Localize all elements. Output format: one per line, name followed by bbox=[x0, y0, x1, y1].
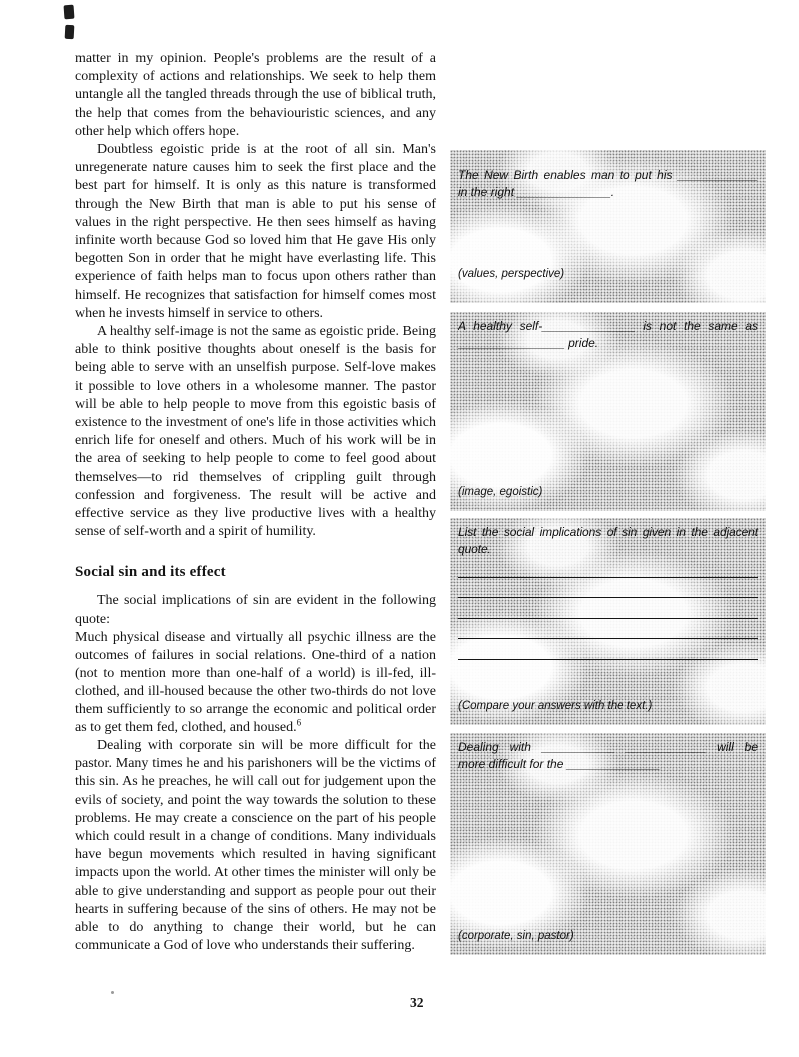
prompt-line: more difficult for the ______________ bbox=[458, 756, 661, 771]
page-number: 32 bbox=[410, 995, 424, 1010]
block-quote bbox=[75, 629, 436, 737]
answer-line bbox=[458, 659, 758, 660]
footnote-marker: 6 bbox=[296, 717, 302, 728]
paragraph-continued: matter in my opinion. People's problems are the result of a complexity of actions and relationships. We seek to help them untangle all the tangled threads through the use of biblical truth, the help that comes from the behaviouristic sciences, and any other help which offers hope. bbox=[75, 51, 436, 139]
answer-hint: (image, egoistic) bbox=[458, 486, 543, 498]
answer-line bbox=[458, 618, 758, 619]
prompt-line: ________________ pride. bbox=[458, 335, 599, 350]
paragraph-corporate-sin: Dealing with corporate sin will be more difficult for the pastor. Many times he and his parishoners will be the victims of this sin. As he preaches, he will call out for judgement upon the evils of society, and point the way towards the solution to these problems. He may create a conscience on the part of his people which could result in a change of conditions. Many individuals have begun movements which resulted in having significant impacts upon the world. At other times the minister will only be able to give understanding and support as people pour out their hearts in suffering because of the sins of others. He may not be able to do anything to change their world, but he can communicate a God of love who understands their suffering. bbox=[75, 737, 436, 954]
answer-hint: (Compare your answers with the text.) bbox=[458, 700, 653, 712]
prompt-line: in the right ______________. bbox=[458, 184, 615, 199]
workbook-box-new-birth bbox=[450, 150, 766, 303]
answer-hint: (corporate, sin, pastor) bbox=[458, 930, 574, 942]
ink-mark-artifact bbox=[65, 25, 75, 39]
workbook-box-healthy-self bbox=[450, 312, 766, 511]
fill-in-prompt bbox=[458, 739, 758, 772]
prompt-line: A healthy self-______________ is not the same as bbox=[458, 319, 758, 333]
section-heading: Social sin and its effect bbox=[75, 564, 226, 581]
fill-in-prompt bbox=[458, 318, 758, 351]
ink-mark-artifact bbox=[64, 5, 75, 20]
answer-line bbox=[458, 638, 758, 639]
prompt-line: Dealing with ___________ ____________ will be bbox=[458, 740, 758, 754]
prompt-line: The New Birth enables man to put his ____________ bbox=[458, 168, 758, 182]
paragraph-egoistic-pride: Doubtless egoistic pride is at the root of all sin. Man's unregenerate nature causes him to seek the first place and the best part for himself. It is only as this nature is transformed through the New Birth that man is able to put his sense of values in the right perspective. He then sees himself as having infinite worth because God so loved him that He gave His only begotten Son in order that he might have everlasting life. This experience of faith helps man to focus upon others rather than himself. He recognizes that satisfaction for himself comes most when he invests himself in service to others. bbox=[75, 142, 436, 321]
article-column bbox=[75, 50, 436, 955]
speck-artifact bbox=[111, 991, 114, 994]
paragraph-healthy-self-image: A healthy self-image is not the same as egoistic pride. Being able to think positive thoughts about oneself is the basis for being able to serve with an unselfish purpose. Self-love makes it possible to love others in a wholesome manner. The pastor will be able to help people to move from this egoistic basis of existence to the investment of one's life in those activities which enrich life for oneself and others. Much of his work will be in the area of seeking to help people to come to feel good about themselves—to rid themselves of crippling guilt through confession and forgiveness. The result will be active and effective service as they live productive lives with a healthy sense of self-worth and a spirit of humility. bbox=[75, 324, 436, 540]
answer-hint: (values, perspective) bbox=[458, 268, 565, 280]
answer-lines bbox=[458, 577, 758, 660]
workbook-box-dealing-with bbox=[450, 733, 766, 955]
workbook-box-list-implications bbox=[450, 518, 766, 725]
paragraph-social-implications: The social implications of sin are evident in the following quote: bbox=[75, 593, 436, 627]
list-prompt: List the social implications of sin given in the adjacent quote. bbox=[458, 525, 758, 556]
answer-line bbox=[458, 577, 758, 578]
fill-in-prompt bbox=[458, 167, 758, 200]
quote-text: Much physical disease and virtually all psychic illness are the outcomes of failures in social relations. One-third of a nation (not to mention more than one-half of a world) is ill-fed, ill-clothed, and ill-housed because the other two-thirds do not love them sufficiently to so arrange the economic and political order as to get them fed, clothed, and housed. bbox=[75, 629, 436, 735]
answer-line bbox=[458, 597, 758, 598]
